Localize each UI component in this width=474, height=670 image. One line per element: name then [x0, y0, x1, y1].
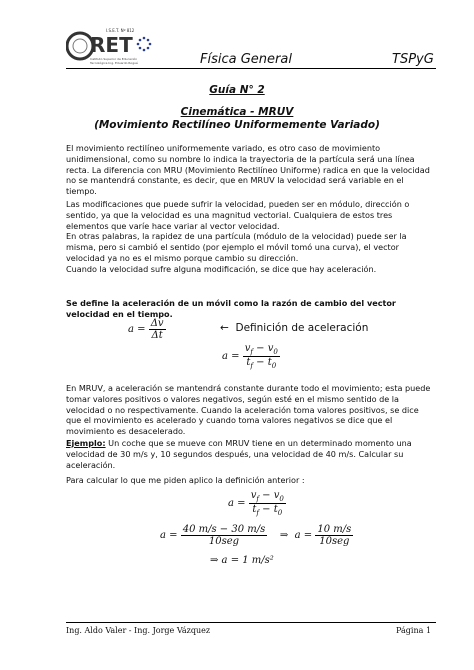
example-paragraph	[66, 438, 436, 470]
example-lead: Ejemplo:	[66, 438, 106, 448]
acceleration-formula: a = $\frac{v_f - v_0}{t_f - t_0}$	[222, 343, 278, 370]
brand-label: TSPyG	[392, 52, 434, 67]
substitution-numerator: 40 m/s − 30 m/s	[182, 524, 266, 535]
mruv-paragraph: En MRUV, a aceleración se mantendrá constante durante todo el movimiento; esta puede tomar valores positivos o valores negativos, según esté en el mismo sentido de la velocidad o no respectivamente. Cuando la aceleración toma valores positivos, se dice que el movimiento es acelerado y cuando toma valores negativos se dice que el movimiento es desacelerado.	[66, 383, 431, 437]
formula-repeat: a = $\frac{v_f - v_0}{t_f - t_0}$	[228, 490, 284, 517]
simplified-numerator: 10 m/s	[317, 524, 352, 535]
topic-title: Cinemática - MRUV	[180, 106, 294, 118]
calculation-intro: Para calcular lo que me piden aplico la definición anterior :	[66, 475, 305, 485]
svg-text:Tecnológica Ing. Eduardo Rogué: Tecnológica Ing. Eduardo Rogué	[90, 61, 138, 65]
svg-text:RET: RET	[90, 33, 133, 57]
svg-text:I.S.E.T. Nº 812: I.S.E.T. Nº 812	[106, 28, 135, 33]
guide-number: Guía N° 2	[209, 84, 265, 96]
footer-divider	[66, 622, 436, 623]
definition-paragraph: Se define la aceleración de un móvil como la razón de cambio del vector velocidad en el tiempo.	[66, 298, 396, 319]
intro-paragraph: El movimiento rectilíneo uniformemente variado, es otro caso de movimiento unidimensional, como su nombre lo indica la trayectoria de la partícula será una línea recta. La diferencia con MRU (Movimiento Rectilíneo Uniforme) radica en que la velocidad no se mantendrá constante, es decir, que en MRUV la velocidad será variable en el tiempo.	[66, 143, 430, 197]
topic-subtitle: (Movimiento Rectilíneo Uniformemente Variado)	[94, 119, 380, 131]
velocity-paragraph-2: En otras palabras, la rapidez de una partícula (módulo de la velocidad) puede ser la misma, pero si cambió el sentido (por ejemplo el móvil tomó una curva), el vector velocidad ya no es el mismo porque cambio su dirección.	[66, 231, 407, 263]
substitution-equation: a = $\frac{40 m/s - 30 m/s}{\text{10seg}}$ ⇒ a = $\frac{10 m/s}{\text{10seg}}$	[160, 524, 352, 547]
velocity-paragraphs	[66, 199, 436, 275]
course-title: Física General	[200, 52, 292, 67]
substitution-denominator: 10seg	[208, 536, 240, 547]
footer-authors: Ing. Aldo Valer - Ing. Jorge Vázquez	[66, 626, 211, 635]
simplified-denominator: 10seg	[319, 536, 350, 547]
left-arrow-icon: ←	[220, 322, 236, 334]
velocity-paragraph-1: Las modificaciones que puede sufrir la velocidad, pueden ser en módulo, dirección o sentido, ya que la velocidad es una magnitud vectorial. Cualquiera de estos tres elementos que varíe hace variar al vector velocidad.	[66, 199, 410, 231]
acceleration-definition-equation: a = $\frac{\Delta v}{\Delta t}$	[128, 318, 164, 341]
definition-label-row	[220, 322, 368, 334]
definition-label: Definición de aceleración	[235, 322, 369, 334]
footer-page-number: Página 1	[396, 626, 432, 635]
example-text: Un coche que se mueve con MRUV tiene en un determinado momento una velocidad de 30 m/s y, 10 segundos después, una velocidad de 40 m/s. Calcular su aceleración.	[66, 438, 412, 470]
header-divider	[66, 68, 436, 69]
svg-text:Instituto Superior de Educació: Instituto Superior de Educación	[90, 57, 138, 61]
result-equation: ⇒ a = 1 m/s²	[210, 555, 274, 566]
velocity-paragraph-3: Cuando la velocidad sufre alguna modificación, se dice que hay aceleración.	[66, 263, 377, 274]
